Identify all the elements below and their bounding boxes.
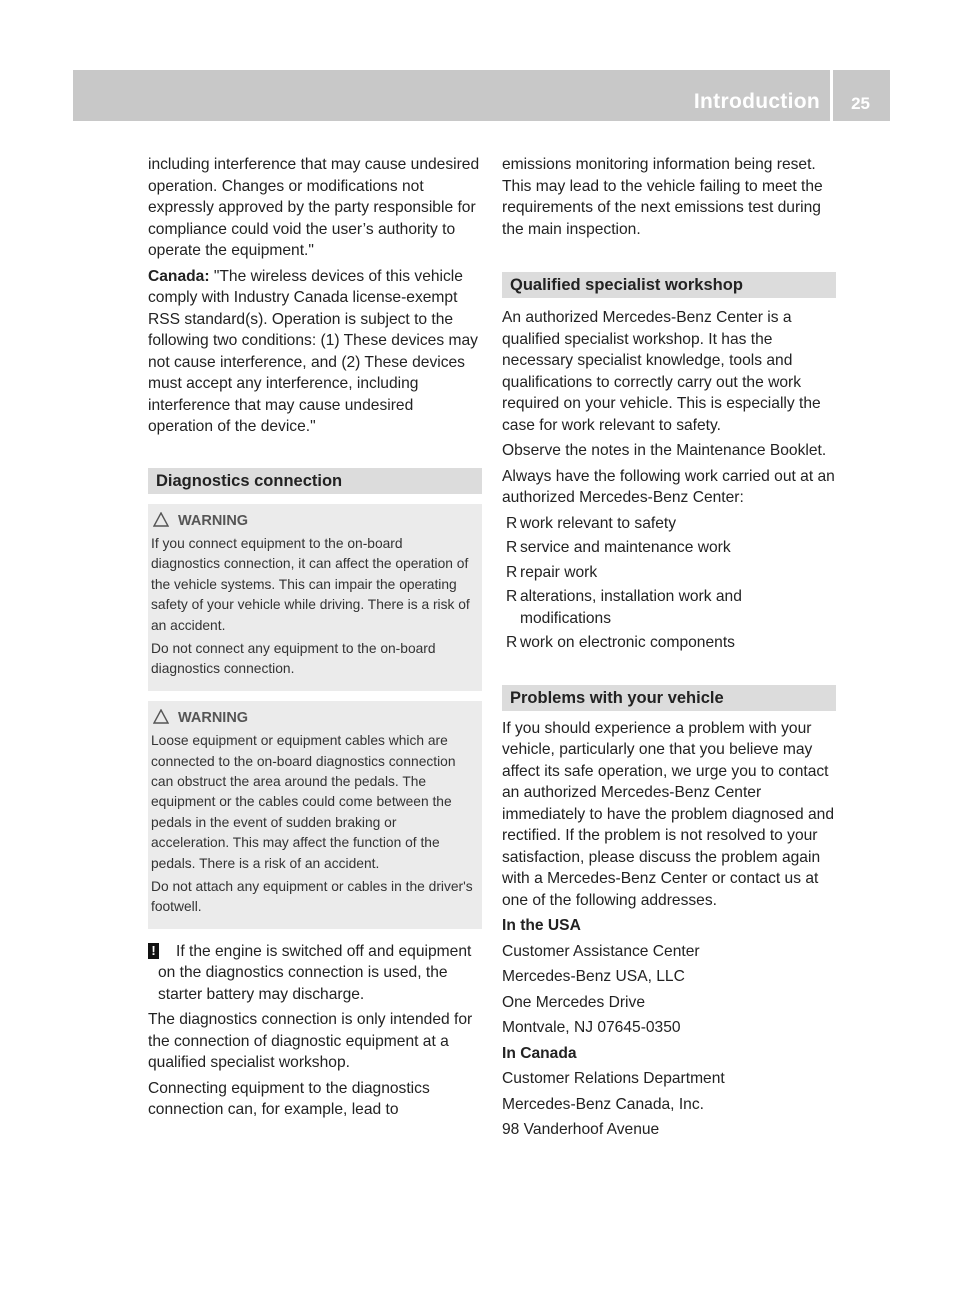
list-item: R alterations, installation work and modifications	[506, 588, 742, 627]
warning-label: WARNING	[178, 512, 249, 529]
bullet-icon: R	[506, 588, 518, 605]
paragraph: If you should experience a problem with your vehicle, particularly one that you believe may affect its safe operation, we urge you to contact an authorized Mercedes-Benz Center immediately to have the problem diagnosed and rectified. If the problem is not resolved to your satisfaction, please discuss the problem again with a Mercedes-Benz Center or contact us at one of the following addresses.	[502, 719, 835, 909]
list-item: R work relevant to safety	[506, 513, 836, 535]
warning-instruction: Do not connect any equipment to the on-board diagnostics connection.	[151, 640, 436, 677]
address-line: Customer Relations Department	[502, 1070, 725, 1087]
paragraph: Observe the notes in the Maintenance Booklet.	[502, 442, 827, 459]
warning-label: WARNING	[178, 709, 249, 726]
exclamation-icon: !	[148, 943, 159, 959]
list-item: R repair work	[506, 562, 836, 584]
warning-box	[148, 504, 482, 691]
canada-label: Canada:	[148, 267, 210, 285]
paragraph: Connecting equipment to the diagnostics connection can, for example, lead to	[148, 1079, 430, 1119]
list-item: R work on electronic components	[506, 632, 836, 654]
note-block	[148, 941, 482, 1006]
page-number: 25	[851, 94, 870, 113]
paragraph: The diagnostics connection is only intended for the connection of diagnostic equipment at a qualified specialist workshop.	[148, 1011, 473, 1072]
section-heading-problems: Problems with your vehicle	[502, 685, 836, 711]
canada-statement	[148, 266, 482, 438]
page-header	[73, 70, 890, 121]
bullet-icon: R	[506, 539, 518, 556]
warning-triangle-icon	[153, 512, 169, 533]
canada-text: "The wireless devices of this vehicle comply with Industry Canada license-exempt RSS standard(s). Operation is subject to the following two conditions: (1) These devices may not cause interference, and (2) These devices must accept any interference, including interference that may cause undesired operation of the device."	[148, 267, 478, 435]
section-heading-diagnostics: Diagnostics connection	[148, 468, 482, 494]
paragraph: emissions monitoring information being reset. This may lead to the vehicle failing to meet the requirements of the next emissions test during the main inspection.	[502, 156, 823, 238]
chapter-title: Introduction	[693, 90, 820, 113]
warning-text: If you connect equipment to the on-board diagnostics connection, it can affect the operation of the vehicle systems. This can impair the operating safety of your vehicle while driving. There is a risk of an accident.	[151, 535, 470, 633]
address-line: Mercedes-Benz Canada, Inc.	[502, 1095, 704, 1113]
header-divider	[830, 70, 833, 121]
address-line: 98 Vanderhoof Avenue	[502, 1121, 660, 1138]
address-heading-usa: In the USA	[502, 917, 581, 934]
section-heading-workshop: Qualified specialist workshop	[502, 272, 836, 298]
paragraph: including interference that may cause undesired operation. Changes or modifications not expressly approved by the party responsible for compliance could void the user’s authority to operate the equipment."	[148, 156, 480, 259]
warning-box	[148, 701, 482, 929]
warning-triangle-icon	[153, 709, 169, 730]
paragraph: An authorized Mercedes-Benz Center is a qualified specialist workshop. It has the necessary specialist knowledge, tools and qualifications to correctly carry out the work required on your vehicle. This is especially the case for work relevant to safety.	[502, 309, 821, 434]
note-text: If the engine is switched off and equipment on the diagnostics connection is used, the starter battery may discharge.	[158, 942, 472, 1003]
work-list	[502, 513, 836, 654]
address-line: Montvale, NJ 07645-0350	[502, 1019, 681, 1036]
bullet-icon: R	[506, 634, 518, 651]
left-column	[148, 154, 482, 1125]
warning-heading	[153, 511, 474, 533]
warning-instruction: Do not attach any equipment or cables in the driver's footwell.	[151, 879, 473, 915]
warning-heading	[153, 708, 474, 730]
bullet-icon: R	[506, 514, 518, 532]
address-line: Customer Assistance Center	[502, 942, 700, 960]
address-line: One Mercedes Drive	[502, 993, 645, 1011]
bullet-icon: R	[506, 563, 518, 581]
paragraph: Always have the following work carried out at an authorized Mercedes-Benz Center:	[502, 467, 835, 506]
address-heading-canada: In Canada	[502, 1044, 577, 1062]
list-item: R service and maintenance work	[506, 537, 836, 559]
address-line: Mercedes-Benz USA, LLC	[502, 968, 685, 985]
right-column	[502, 154, 836, 1145]
warning-text: Loose equipment or equipment cables which are connected to the on-board diagnostics connection can obstruct the area around the pedals. The equipment or the cables could come between the pedals in the event of sudden braking or acceleration. This may affect the function of the pedals. There is a risk of an accident.	[151, 733, 456, 871]
